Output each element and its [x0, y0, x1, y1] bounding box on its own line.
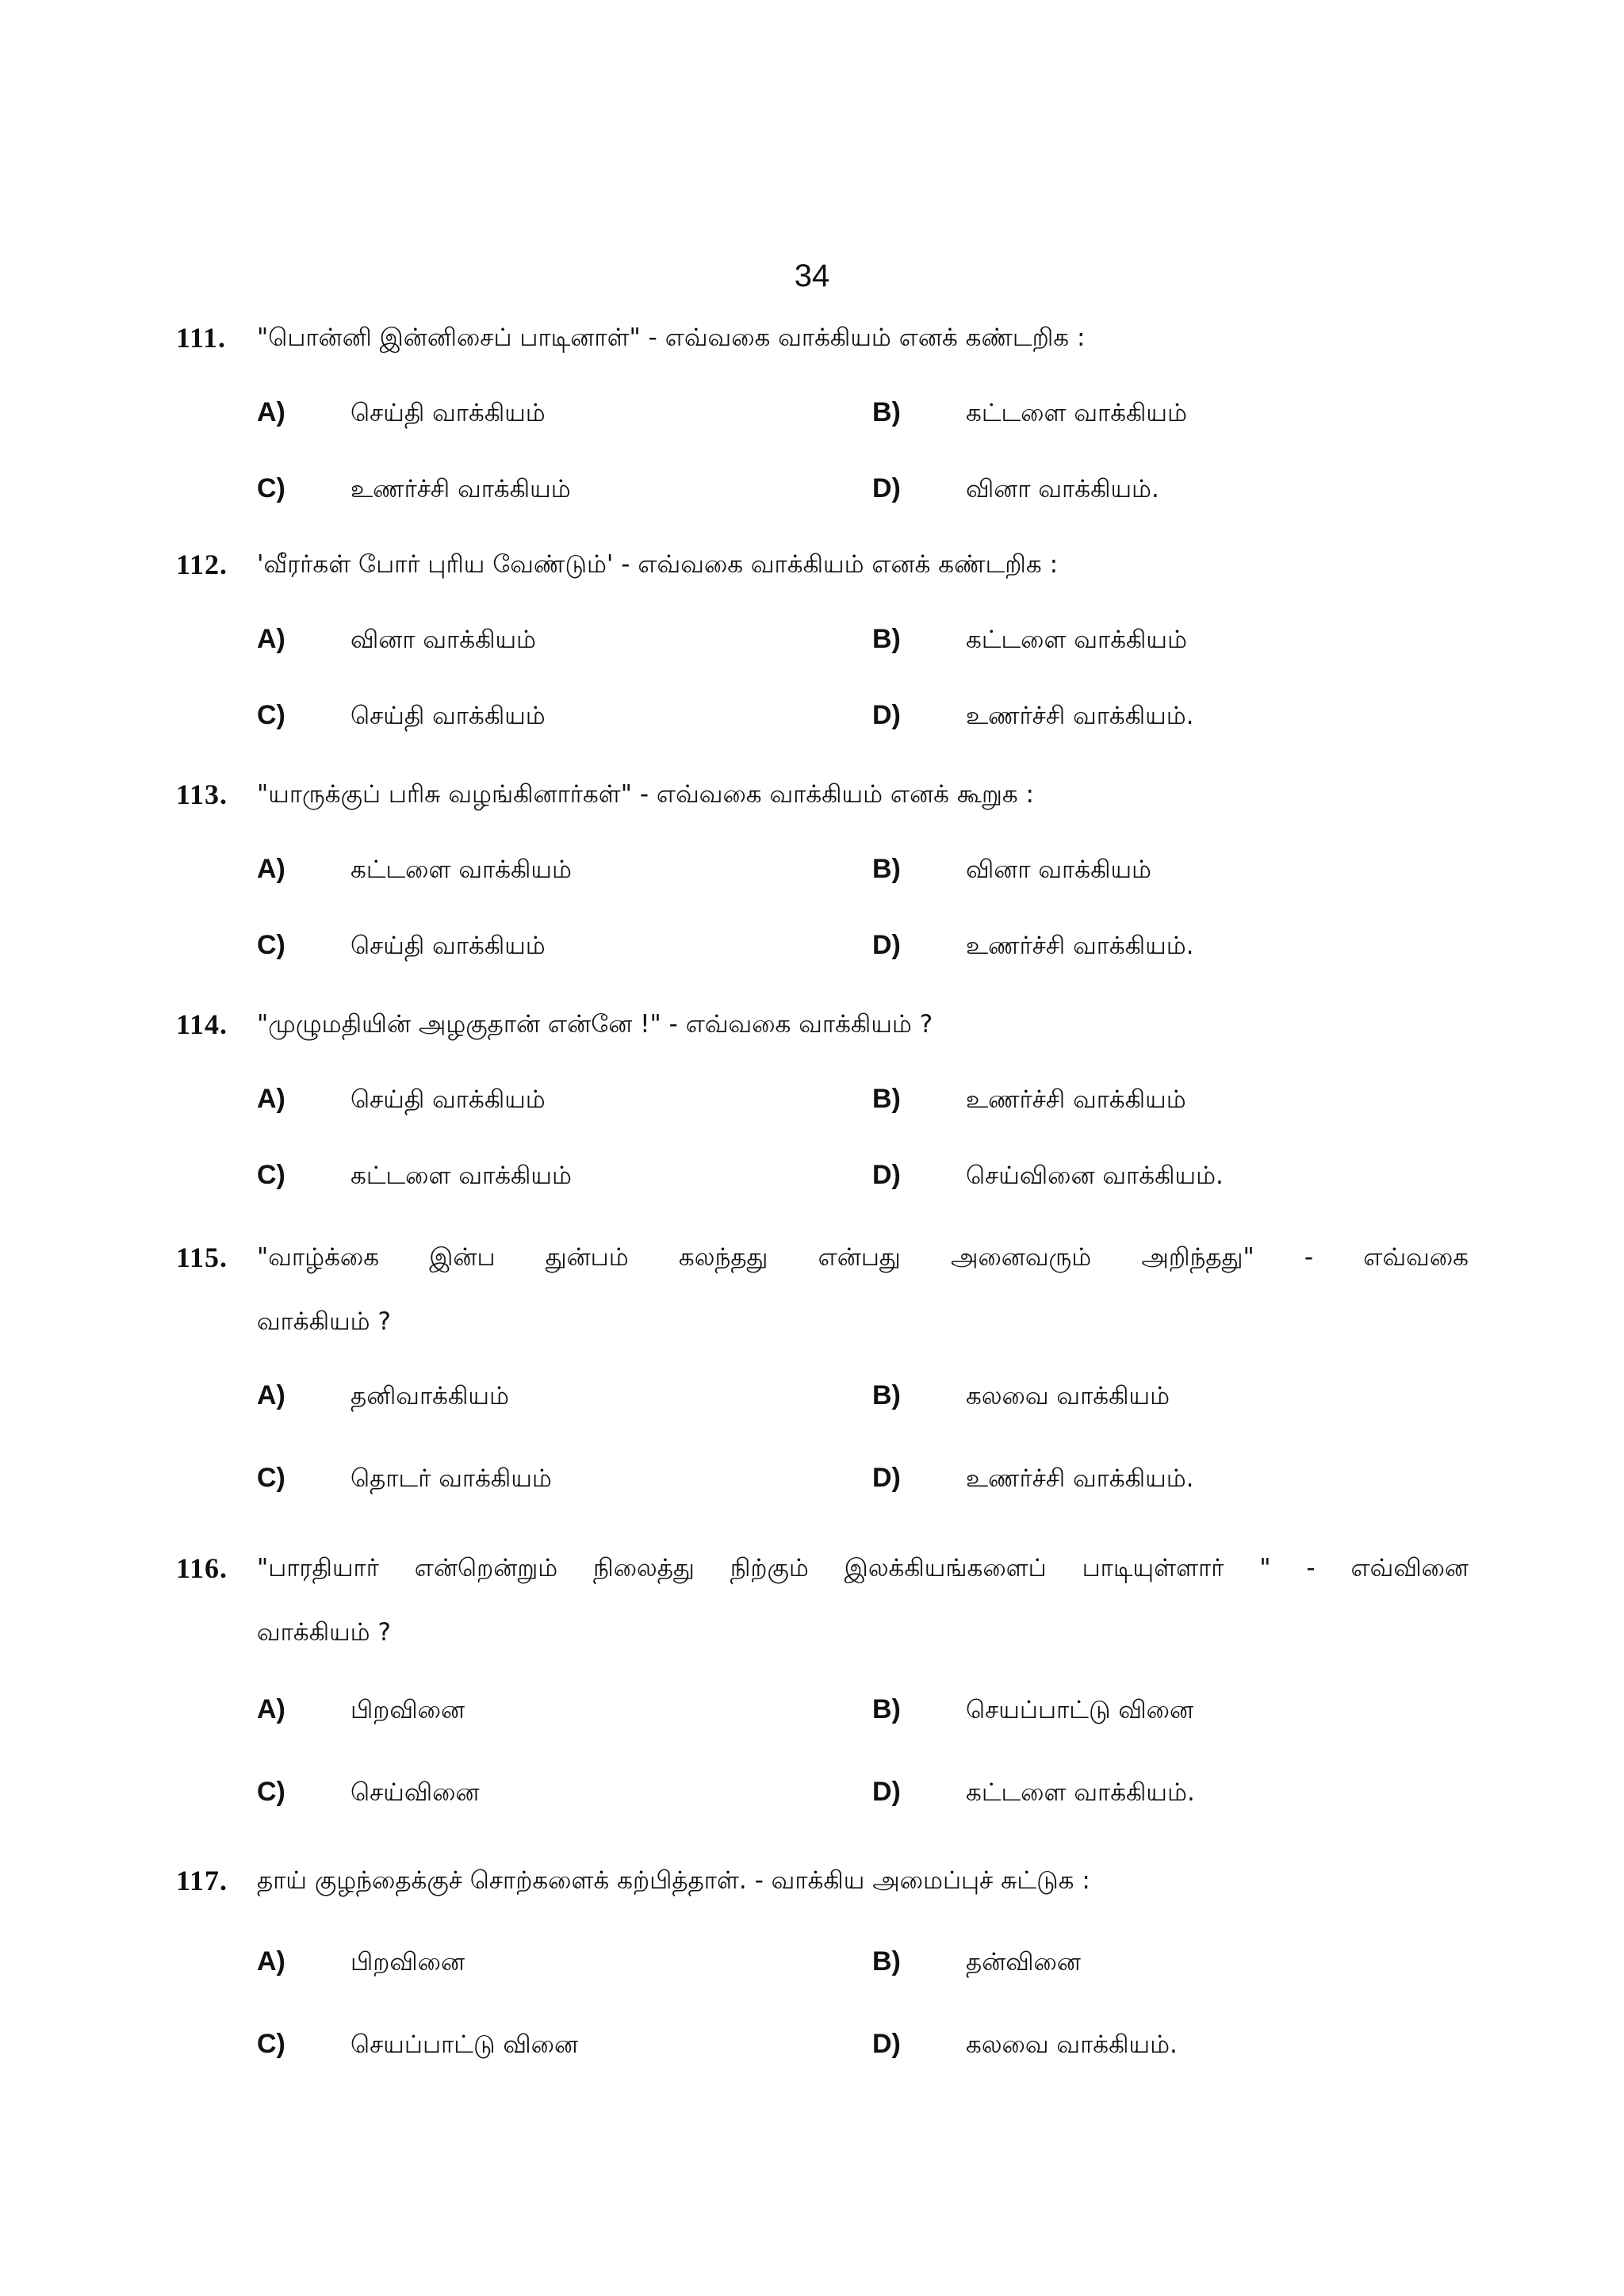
option-b[interactable] — [872, 831, 1151, 908]
option-a[interactable] — [257, 1923, 465, 2000]
option-label: C) — [257, 473, 285, 503]
option-label: C) — [257, 700, 285, 730]
option-d[interactable] — [872, 1999, 1178, 2089]
option-label: A) — [257, 1946, 285, 1976]
option-text: உணர்ச்சி வாக்கியம். — [966, 1464, 1194, 1493]
option-a[interactable] — [257, 374, 546, 451]
question-number: 115. — [176, 1242, 228, 1273]
option-a[interactable] — [257, 1671, 465, 1748]
option-label: D) — [872, 1463, 901, 1493]
option-b[interactable] — [872, 1357, 1170, 1434]
option-a[interactable] — [257, 1061, 546, 1138]
option-text: பிறவினை — [350, 1948, 465, 1976]
question-number: 112. — [176, 549, 228, 580]
option-text: கட்டளை வாக்கியம் — [966, 399, 1187, 427]
option-c[interactable] — [257, 1999, 578, 2089]
option-b[interactable] — [872, 1923, 1081, 2000]
option-text: செயப்பாட்டு வினை — [350, 2030, 579, 2059]
option-text: உணர்ச்சி வாக்கியம் — [966, 1085, 1186, 1114]
option-label: B) — [872, 1084, 901, 1114]
question-number: 116. — [176, 1552, 228, 1584]
option-label: D) — [872, 700, 901, 730]
option-d[interactable] — [872, 450, 1159, 527]
option-label: C) — [257, 930, 285, 960]
question-text-continuation: வாக்கியம் ? — [257, 1307, 391, 1336]
question-113 — [176, 758, 1469, 983]
option-label: D) — [872, 2029, 901, 2059]
option-text: வினா வாக்கியம் — [966, 855, 1151, 884]
option-c[interactable] — [257, 1747, 480, 1837]
option-text: செய்தி வாக்கியம் — [350, 399, 546, 427]
question-number: 111. — [176, 322, 227, 354]
question-text: "வாழ்க்கை இன்ப துன்பம் கலந்தது என்பது அனைவரும் அறிந்தது" - எவ்வகை — [257, 1243, 1469, 1272]
question-text: 'வீரர்கள் போர் புரிய வேண்டும்' - எவ்வகை வாக்கியம் எனக் கண்டறிக : — [257, 550, 1059, 579]
option-text: செய்தி வாக்கியம் — [350, 702, 546, 730]
option-label: A) — [257, 1084, 285, 1114]
question-text: "யாருக்குப் பரிசு வழங்கினார்கள்" - எவ்வகை வாக்கியம் எனக் கூறுக : — [257, 780, 1034, 809]
question-text-continuation: வாக்கியம் ? — [257, 1618, 391, 1647]
option-text: கலவை வாக்கியம் — [966, 1382, 1170, 1410]
option-d[interactable] — [872, 907, 1194, 984]
option-label: C) — [257, 1160, 285, 1190]
option-text: கட்டளை வாக்கியம் — [350, 855, 572, 884]
option-text: தன்வினை — [966, 1948, 1081, 1976]
option-text: வினா வாக்கியம். — [966, 475, 1159, 503]
option-d[interactable] — [872, 1747, 1195, 1837]
option-text: செய்தி வாக்கியம் — [350, 932, 546, 960]
option-text: வினா வாக்கியம் — [350, 626, 536, 654]
option-label: C) — [257, 2029, 285, 2059]
option-label: B) — [872, 397, 901, 427]
option-label: B) — [872, 854, 901, 884]
option-label: D) — [872, 1160, 901, 1190]
option-label: D) — [872, 473, 901, 503]
option-text: கட்டளை வாக்கியம் — [966, 626, 1187, 654]
option-label: B) — [872, 624, 901, 654]
option-label: A) — [257, 854, 285, 884]
question-114 — [176, 988, 1469, 1213]
option-c[interactable] — [257, 677, 546, 754]
option-text: உணர்ச்சி வாக்கியம். — [966, 702, 1194, 730]
option-label: A) — [257, 1380, 285, 1410]
option-label: A) — [257, 624, 285, 654]
page-number: 34 — [794, 258, 830, 293]
option-b[interactable] — [872, 1061, 1186, 1138]
option-c[interactable] — [257, 907, 546, 984]
option-text: உணர்ச்சி வாக்கியம். — [966, 932, 1194, 960]
option-c[interactable] — [257, 450, 571, 527]
question-number: 114. — [176, 1008, 228, 1040]
question-112 — [176, 528, 1469, 753]
option-label: C) — [257, 1463, 285, 1493]
option-text: கலவை வாக்கியம். — [966, 2030, 1178, 2059]
option-label: B) — [872, 1946, 901, 1976]
option-label: D) — [872, 930, 901, 960]
option-text: செய்வினை — [350, 1778, 480, 1807]
option-b[interactable] — [872, 601, 1187, 678]
question-115 — [176, 1221, 1469, 1516]
question-number: 113. — [176, 779, 228, 810]
question-text: "முழுமதியின் அழகுதான் என்னே !" - எவ்வகை வாக்கியம் ? — [257, 1010, 933, 1039]
question-111 — [176, 301, 1469, 526]
question-text: "பொன்னி இன்னிசைப் பாடினாள்" - எவ்வகை வாக்கியம் எனக் கண்டறிக : — [257, 323, 1086, 352]
option-a[interactable] — [257, 1357, 509, 1434]
option-label: A) — [257, 1694, 285, 1724]
question-117 — [176, 1844, 1469, 2082]
option-text: கட்டளை வாக்கியம் — [350, 1161, 572, 1190]
option-text: செய்தி வாக்கியம் — [350, 1085, 546, 1114]
option-b[interactable] — [872, 1671, 1193, 1748]
option-a[interactable] — [257, 601, 536, 678]
option-d[interactable] — [872, 1137, 1224, 1214]
option-text: பிறவினை — [350, 1696, 465, 1724]
option-text: உணர்ச்சி வாக்கியம் — [350, 475, 571, 503]
option-text: கட்டளை வாக்கியம். — [966, 1778, 1195, 1807]
option-label: A) — [257, 397, 285, 427]
option-label: B) — [872, 1380, 901, 1410]
question-text: "பாரதியார் என்றென்றும் நிலைத்து நிற்கும் இலக்கியங்களைப் பாடியுள்ளார் " - எவ்வினை — [257, 1554, 1469, 1582]
option-label: C) — [257, 1777, 285, 1807]
option-b[interactable] — [872, 374, 1187, 451]
option-text: செய்வினை வாக்கியம். — [966, 1161, 1224, 1190]
option-text: தனிவாக்கியம் — [350, 1382, 509, 1410]
option-label: D) — [872, 1777, 901, 1807]
option-text: செயப்பாட்டு வினை — [966, 1696, 1194, 1724]
option-c[interactable] — [257, 1137, 572, 1214]
option-d[interactable] — [872, 1433, 1194, 1523]
option-label: B) — [872, 1694, 901, 1724]
option-a[interactable] — [257, 831, 572, 908]
question-number: 117. — [176, 1865, 228, 1896]
option-d[interactable] — [872, 677, 1194, 754]
question-116 — [176, 1532, 1469, 1830]
option-text: தொடர் வாக்கியம் — [350, 1464, 552, 1493]
question-text: தாய் குழந்தைக்குச் சொற்களைக் கற்பித்தாள். - வாக்கிய அமைப்புச் சுட்டுக : — [257, 1866, 1090, 1895]
option-c[interactable] — [257, 1433, 552, 1523]
